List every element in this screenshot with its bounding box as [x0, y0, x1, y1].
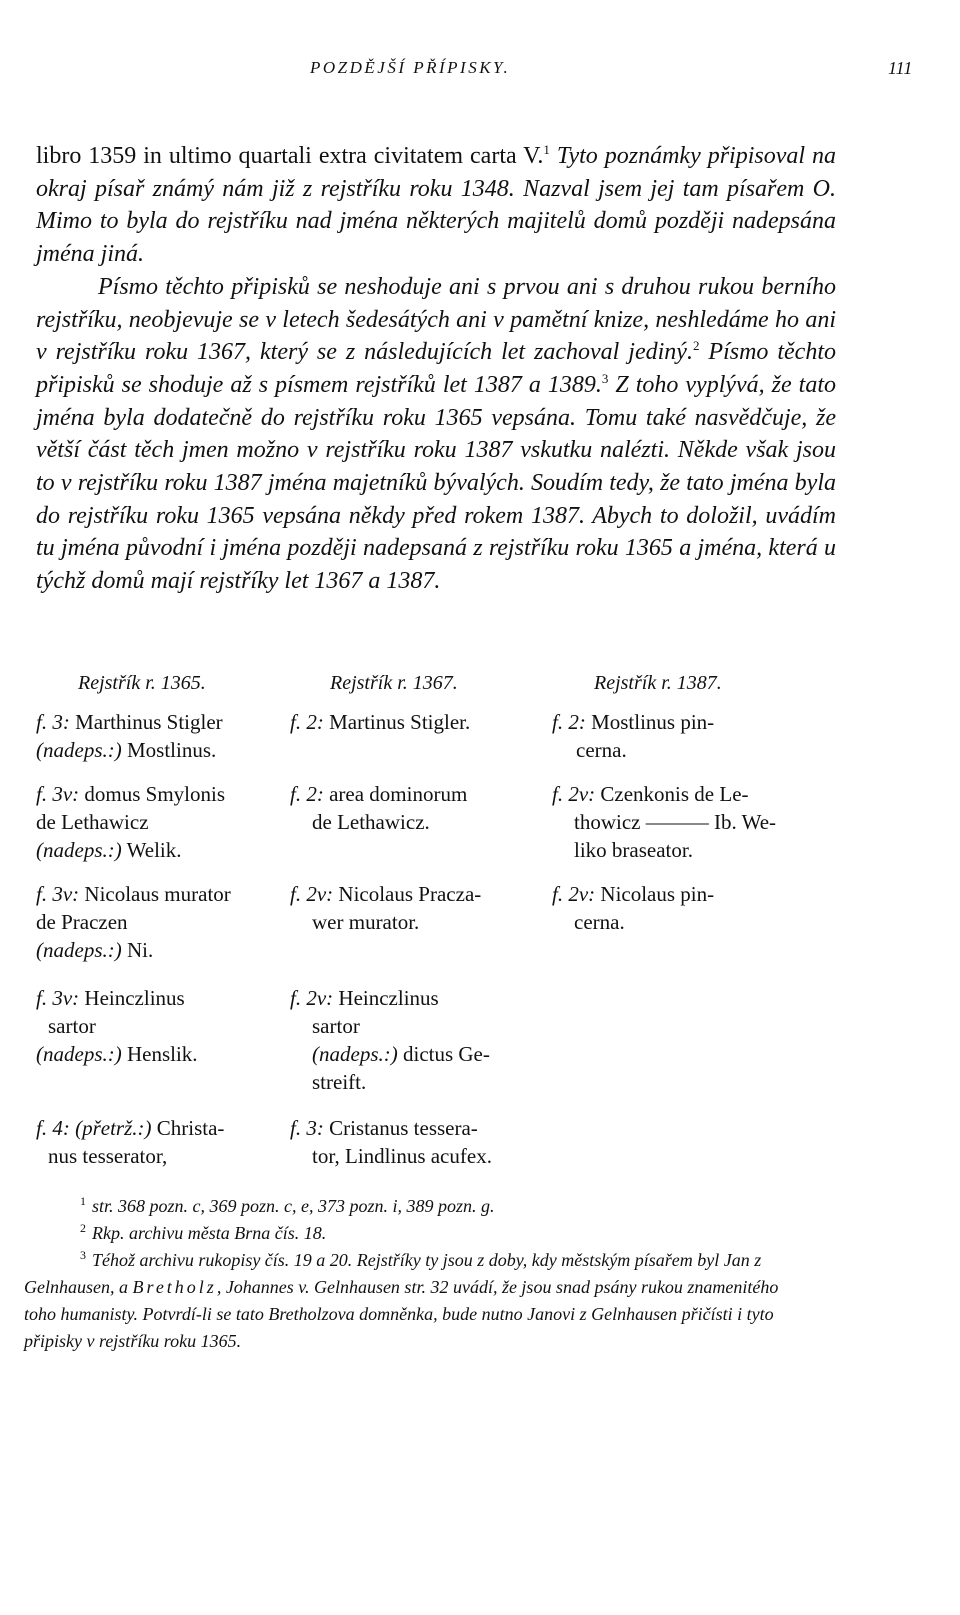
entry-text: Welik. [121, 838, 182, 862]
entry-text: dictus Ge- [397, 1042, 490, 1066]
table-cell [36, 880, 286, 964]
latin-quote: libro 1359 in ultimo quartali extra civitatem carta V. [36, 143, 544, 169]
annotation-label: (nadeps.:) [36, 838, 122, 862]
column-header-1367: Rejstřík r. 1367. [330, 672, 458, 694]
author-name-spaced: Bretholz [132, 1277, 217, 1297]
folio-ref: f. 2v: [552, 882, 596, 906]
table-cell [552, 708, 802, 764]
paragraph-2-part-a: Písmo těchto připisků se neshoduje ani s prvou ani s druhou rukou berního rejstříku, neobjevuje se v letech šedesátých ani v pamětní knize, neshledáme ho ani v rejstříku roku 1367, který se z následujících let zachoval jediný. [36, 273, 836, 366]
footnote-text: Téhož archivu rukopisy čís. 19 a 20. Rejstříky ty jsou z doby, kdy městským písařem byl Jan z Gelnhausen, a [24, 1250, 762, 1297]
paragraph-1 [36, 140, 836, 271]
folio-ref: f. 2v: [290, 882, 334, 906]
entry-text: tor, Lindlinus acufex. [312, 1144, 492, 1168]
entry-text: cerna. [576, 738, 627, 762]
annotation-label: (nadeps.:) [36, 738, 122, 762]
table-cell [36, 984, 286, 1068]
footnote-text: Rkp. archivu města Brna čís. 18. [92, 1223, 327, 1243]
folio-ref: f. 2v: [552, 782, 596, 806]
table-cell [552, 880, 802, 936]
paragraph-1-text: Tyto poznámky připisoval na okraj písař známý nám již z rejstříku roku 1348. Nazval jsem jej tam písařem O. Mimo to byla do rejstříku nad jména některých majitelů domů později nadepsána jména jiná. [36, 143, 837, 268]
entry-text: de Praczen [36, 910, 128, 934]
footnote-3 [24, 1247, 814, 1355]
footnote-2 [24, 1220, 814, 1247]
table-cell [290, 1114, 550, 1170]
paragraph-2 [36, 271, 836, 598]
entry-text: Ni. [121, 938, 154, 962]
table-cell [290, 780, 540, 836]
table-cell [36, 780, 286, 864]
annotation-label: (nadeps.:) [36, 1042, 122, 1066]
register-comparison-table [0, 672, 960, 1192]
folio-ref: f. 3v: [36, 882, 80, 906]
entry-text: streift. [312, 1070, 367, 1094]
table-cell [552, 780, 812, 864]
entry-text: wer murator. [312, 910, 420, 934]
entry-text: liko braseator. [574, 838, 693, 862]
folio-ref: f. 3: [36, 710, 70, 734]
body-text [36, 140, 836, 598]
footnote-text: str. 368 pozn. c, 369 pozn. c, e, 373 pozn. i, 389 pozn. g. [92, 1196, 495, 1216]
entry-text: Mostlinus. [121, 738, 217, 762]
folio-ref: f. 3v: [36, 782, 80, 806]
folio-ref: f. 2: [290, 710, 324, 734]
annotation-label: (nadeps.:) [36, 938, 122, 962]
footnote-ref-1: 1 [543, 142, 550, 157]
table-cell [290, 984, 540, 1096]
entry-text: Heinczlinus [333, 986, 439, 1010]
footnote-ref-3: 3 [601, 370, 609, 386]
footnote-ref-2: 2 [692, 338, 700, 354]
entry-text: area dominorum [323, 782, 468, 806]
table-cell [36, 708, 286, 764]
footnote-1 [24, 1193, 814, 1220]
entry-text: sartor [48, 1014, 96, 1038]
entry-text: Marthinus Stigler [69, 710, 223, 734]
page-header [0, 58, 960, 88]
entry-text: domus Smylonis [79, 782, 226, 806]
entry-text: de Lethawicz [36, 810, 149, 834]
entry-text: Henslik. [121, 1042, 198, 1066]
column-header-1387: Rejstřík r. 1387. [594, 672, 722, 694]
column-header-1365: Rejstřík r. 1365. [78, 672, 206, 694]
entry-text: Mostlinus pin- [585, 710, 715, 734]
folio-ref: f. 3v: [36, 986, 80, 1010]
entry-text: Christa- [151, 1116, 225, 1140]
annotation-label: (přetrž.:) [69, 1116, 152, 1140]
running-title: POZDĚJŠÍ PŘÍPISKY. [310, 58, 511, 77]
table-cell [290, 708, 540, 736]
folio-ref: f. 3: [290, 1116, 324, 1140]
footnote-mark: 3 [80, 1248, 86, 1262]
table-cell [36, 1114, 286, 1170]
entry-text: de Lethawicz. [312, 810, 430, 834]
folio-ref: f. 2: [552, 710, 586, 734]
folio-ref: f. 2: [290, 782, 324, 806]
entry-text: Nicolaus Pracza- [333, 882, 482, 906]
entry-text: Czenkonis de Le- [595, 782, 749, 806]
footnote-text: , Johannes v. Gelnhausen str. 32 uvádí, že jsou snad psány rukou znamenitého toho humanisty. Potvrdí-li se tato Bretholzova domněnka, bude nutno Janovi z Gelnhausen přičísti i tyto připisky v rejstříku roku 1365. [24, 1277, 779, 1351]
page-number: 111 [888, 58, 913, 78]
entry-text: Martinus Stigler. [323, 710, 471, 734]
paragraph-2-part-c: Z toho vyplývá, že tato jména byla dodatečně do rejstříku roku 1365 vepsána. Tomu také nasvědčuje, že větší část těch jmen možno v rejstříku roku 1387 vskutku nalézti. Někde však jsou to v rejstříku roku 1387 jména majetníků bývalých. Soudím tedy, že tato jména byla do rejstříku roku 1365 vepsána někdy před rokem 1387. Abych to doložil, uvádím tu jména původní i jména později nadepsaná z rejstříku roku 1365 a jména, která u týchž domů mají rejstříky let 1367 a 1387. [36, 371, 837, 595]
entry-text: thowicz ——— Ib. We- [574, 810, 777, 834]
footnote-mark: 1 [80, 1194, 86, 1208]
entry-text: Cristanus tessera- [323, 1116, 478, 1140]
entry-text: cerna. [574, 910, 625, 934]
entry-text: Nicolaus pin- [595, 882, 715, 906]
folio-ref: f. 2v: [290, 986, 334, 1010]
footnotes [24, 1193, 814, 1355]
annotation-label: (nadeps.:) [312, 1042, 398, 1066]
folio-ref: f. 4: [36, 1116, 70, 1140]
entry-text: Nicolaus murator [79, 882, 231, 906]
entry-text: nus tesserator, [48, 1144, 168, 1168]
footnote-mark: 2 [80, 1221, 86, 1235]
table-cell [290, 880, 540, 936]
entry-text: Heinczlinus [79, 986, 185, 1010]
entry-text: sartor [312, 1014, 360, 1038]
paragraph-2-part-b: Písmo těchto připisků se shoduje až s písmem rejstříků let 1387 a 1389. [36, 339, 837, 398]
